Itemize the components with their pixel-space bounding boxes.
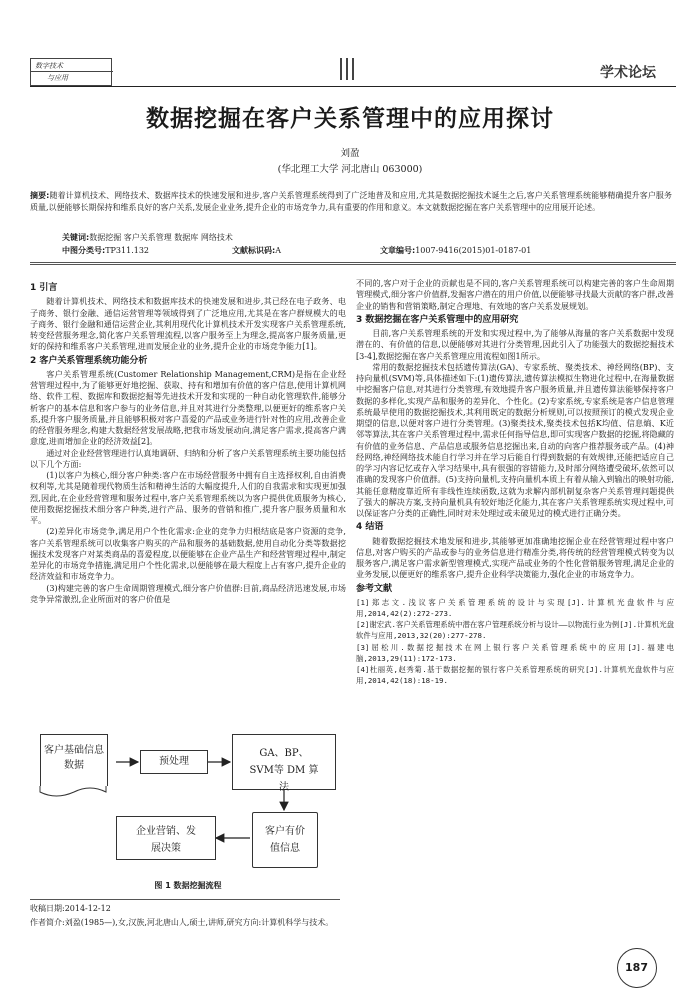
left-column <box>30 280 346 605</box>
keywords-label: 关键词: <box>62 233 90 242</box>
paragraph: (2)差异化市场竞争,满足用户个性化需求:企业的竞争力归根结底是客户资源的竞争,客户关系管理系统可以收集客户购买的产品和服务的基础数据,使用自动化分类等数据挖掘技术发现客户对某类商品的喜爱程度,以便能够在企业产品生产和经营管理过程中,制定差异化的市场竞争措施,满足用户个性化需求,以便能够在最大程度上占有客户,提升企业的经济效益和市场竞争力。 <box>30 526 346 582</box>
paragraph: 客户关系管理系统(Customer Relationship Management,CRM)是指在企业经营管理过程中,为了能够更好地挖掘、获取、持有和增加有价值的客户信息,使用计算机网络、软件工程、数据库和数据挖掘等先进技术开发和实现的一种自动化管理软件,能够分析客户的基本信息和客户参与的业务信息,并且对其进行分类整理,以便更好的维系客户关系,提升客户服务质量,并且能够积极对客户喜爱的产品或业务进行针对性的应用,改善企业的经营服务理念,构建大数据经营发展战略,把我市场发展动向,满足客户需求,提高客户满意度,进而增加企业的经济效益[2]。 <box>30 368 346 447</box>
keywords <box>62 232 233 243</box>
right-column <box>356 278 674 686</box>
section-heading-conclusion: 4 结语 <box>356 522 384 533</box>
clc-number <box>62 245 149 256</box>
paragraph: 目前,客户关系管理系统的开发和实现过程中,为了能够从海量的客户关系数据中发现潜在的、有价值的信息,以便能够对其进行分类管理,因此引入了功能强大的数据挖掘技术[3-4],数据挖掘在客户关系管理应用流程如图1所示。 <box>356 328 674 361</box>
abstract-text: 随着计算机技术、网络技术、数据库技术的快速发展和进步,客户关系管理系统得到了广泛地普及和应用,尤其是数据挖掘技术诞生之后,客户关系管理系统能够精确提升客户服务质量,以便能够长期保持和维系良好的客户关系,发展企业业务,提升企业的市场竞争力,具有重要的作用和意义。本文就数据挖掘在客户关系管理中的应用展开论述。 <box>30 191 673 212</box>
separator-rule <box>30 262 676 263</box>
header-bars <box>340 58 358 84</box>
reference-item: [1]郑志文.浅议客户关系管理系统的设计与实现[J].计算机光盘软件与应用,2014,42(2):272-273. <box>356 597 674 618</box>
reference-item: [4]杜丽英,赵秀菊.基于数据挖掘的银行客户关系管理系统的研究[J].计算机光盘软件与应用,2014,42(18):18-19. <box>356 664 674 686</box>
article-value: 1007-9416(2015)01-0187-01 <box>415 246 532 255</box>
doc-code <box>232 245 281 256</box>
section-heading-crm: 2 客户关系管理系统功能分析 <box>30 355 148 366</box>
reference-item: [2]谢宏武.客户关系管理系统中潜在客户管理系统分析与设计——以物流行业为例[J].计算机光盘软件与应用,2013,32(20):277-278. <box>356 620 674 641</box>
reference-list <box>356 597 674 687</box>
article-label: 文章编号: <box>380 246 416 255</box>
doc-label: 文献标识码: <box>232 246 276 255</box>
abstract-label: 摘要: <box>30 191 50 200</box>
logo-line1: 数字技术 <box>35 62 63 70</box>
paragraph: (1)以客户为核心,细分客户种类:客户在市场经营服务中拥有自主选择权利,自由消费权利等,尤其是随着现代物质生活和精神生活的大幅度提升,人们的自我需求和实现更加强烈,因此,在企业经营管理和服务过程中,客户关系管理系统以为客户提供优质服务为核心,使用数据挖掘技术细分客户种类,进行产品、服务的营销和推广,提升客户服务质量和水平。 <box>30 470 346 525</box>
box-dm-algorithms: GA、BP、SVM等 DM 算法 <box>232 734 336 790</box>
box-customer-value: 客户有价值信息 <box>252 812 318 868</box>
paper-author: 刘盈 <box>340 148 360 159</box>
article-number <box>380 245 531 256</box>
clc-value: TP311.132 <box>105 246 150 255</box>
figure-caption: 图 1 数据挖掘流程 <box>154 881 222 890</box>
footnote-rule <box>30 899 340 900</box>
journal-logo <box>30 58 112 86</box>
paragraph: 随着计算机技术、网络技术和数据库技术的快速发展和进步,其已经在电子政务、电子商务、银行金融、通信运营管理等领域得到了广泛地应用,尤其是在客户群规模大的电子商务、银行金融和通信运营企业,其利用现代化计算机技术开发实现客户关系管理系统,转变经营服务理念,简化客户关系管理流程,以客户服务至上为理念,提高客户服务质量,更好的保持和维系客户关系管理,进而发展企业的业务,提升企业的市场竞争能力[1]。 <box>30 296 346 352</box>
section-heading-application: 3 数据挖掘在客户关系管理中的应用研究 <box>356 314 519 325</box>
paragraph: 随着数据挖掘技术地发展和进步,其能够更加准确地挖掘企业在经营管理过程中客户信息,对客户购买的产品或参与的业务信息进行精准分类,将传统的经营管理模式转变为以服务客户,满足客户需求新型管理模式,实现产品或业务的个性化营销服务管理,满足企业的业务发展,以便更好的维系客户,提升企业科学决策能力,强化企业的市场竞争力。 <box>356 535 674 580</box>
paragraph: 不同的,客户对于企业的贡献也是不同的,客户关系管理系统可以构建完善的客户生命周期管理模式,细分客户价值群,发掘客户潜在的用户价值,以便能够寻找最大贡献的客户群,改善企业的销售和营销策略,制定合理地、有效地的客户关系发展规划。 <box>356 278 674 311</box>
doc-value: A <box>275 246 281 255</box>
paper-affiliation: (华北理工大学 河北唐山 063000) <box>277 164 423 175</box>
document-shape <box>40 786 106 796</box>
author-bio: 作者简介:刘盈(1985—),女,汉族,河北唐山人,硕士,讲师,研究方向:计算机科学与技术。 <box>30 918 334 927</box>
references-heading: 参考文献 <box>356 583 393 594</box>
clc-label: 中图分类号: <box>62 246 106 255</box>
logo-line2: 与应用 <box>47 74 68 82</box>
section-tag: 学术论坛 <box>600 65 656 81</box>
box-customer-info: 客户基础信息数据 <box>40 734 108 786</box>
paper-title: 数据挖掘在客户关系管理中的应用探讨 <box>146 106 554 132</box>
reference-item: [3]屈松川.数据挖掘技术在网上银行客户关系管理系统中的应用[J].福建电脑,2013,29(11):172-173. <box>356 642 674 663</box>
page-number: 187 <box>625 961 648 974</box>
abstract <box>30 190 672 214</box>
section-heading-intro: 1 引言 <box>30 283 58 293</box>
paragraph: (3)构建完善的客户生命周期管理模式,细分客户价值群:目前,商品经济迅速发展,市场竞争异常激烈,企业所面对的客户价值是 <box>30 582 346 604</box>
box-preprocess: 预处理 <box>140 750 208 774</box>
paragraph: 通过对企业经营管理进行认真地调研、归纳和分析了客户关系管理系统主要功能包括以下几个方面: <box>30 447 346 469</box>
paragraph: 常用的数据挖掘技术包括遗传算法(GA)、专家系统、聚类技术、神经网络(BP)、支持向量机(SVM)等,具体描述如下:(1)遗传算法,遗传算法模拟生物进化过程中,在海量数据中挖掘客户信息,对其进行分类管理,有效地提升客户服务质量,并且遗传算法能够保持客户数据的多样化,实现产品和服务的差异化、个性化。(2)专家系统,专家系统是客户信息管理系统最早使用的数据挖掘技术,其利用既定的数据分析规则,可以按照预订的模式发现企业期望的信息,以便对客户进行分类管理。(3)聚类技术,聚类技术包括K均值、信息熵、K近邻等算法,其在客户关系管理过程中,需求任何指导信息,即可实现客户数据的挖掘,将隐藏的有价值的业务信息、产品信息或服务信息挖掘出来,自动的向客户推荐服务或产品。(4)神经网络,神经网络技术能自行学习并在学习后能自行得到数据的有效规律,还能把适应自己的学习内容记忆或存入学习结果中,具有很强的容错能力,及时部分网络遭受破坏,依然可以准确的发现客户价值群。(5)支持向量机,支持向量机本质上有着从输入到输出的映射功能,其能任意精度靠近所有非线性连续函数,这就为求解内部机制复杂客户关系管理问题提供了强大的解决方案,支持向量机具有较好地泛化能力,其在客户关系管理系统实现过程中,可以保证客户分类的正确性,同时对未处理过或未破见过的模式进行正确分类。 <box>356 361 674 518</box>
box-decision: 企业营销、发展决策 <box>116 816 216 860</box>
keywords-text: 数据挖掘 客户关系管理 数据库 网络技术 <box>89 233 233 242</box>
header-rule <box>30 86 676 87</box>
page-number-badge <box>617 948 657 988</box>
received-date: 收稿日期:2014-12-12 <box>30 904 111 913</box>
figure-data-mining-flow <box>30 728 346 878</box>
separator-rule <box>30 264 676 265</box>
